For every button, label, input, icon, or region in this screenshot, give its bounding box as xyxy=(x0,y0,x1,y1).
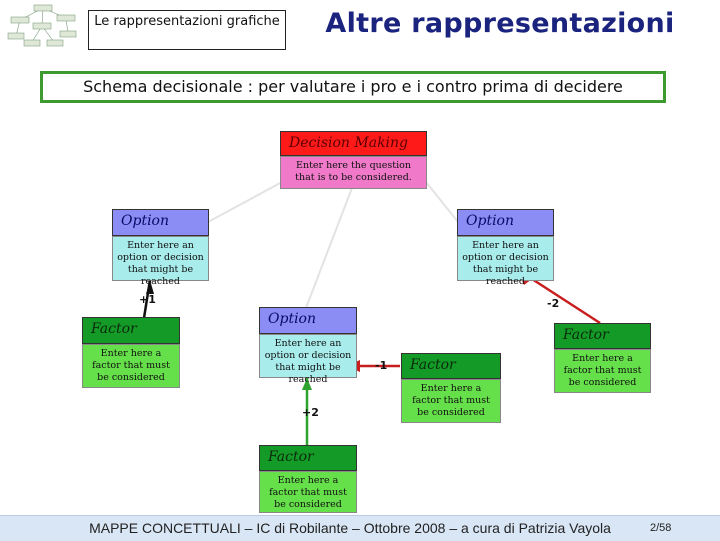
decision-node-body[interactable]: Enter here the question that is to be considered. xyxy=(280,156,427,189)
connector-option-right-factor xyxy=(532,279,600,323)
footer-text: MAPPE CONCETTUALI – IC di Robilante – Ottobre 2008 – a cura di Patrizia Vayola xyxy=(89,520,611,536)
option-center-body[interactable]: Enter here an option or decision that might be reached xyxy=(259,334,357,378)
slide-title: Altre rappresentazioni xyxy=(325,8,675,39)
subject-label: Le rappresentazioni grafiche xyxy=(88,10,286,50)
edge-label-left: +1 xyxy=(139,293,156,306)
connector-decision-option-center xyxy=(306,188,352,308)
page-number: 2/58 xyxy=(650,522,672,534)
edge-label-center-right: -1 xyxy=(375,359,388,372)
factor-center-title[interactable]: Factor xyxy=(401,353,501,379)
connector-decision-option-left xyxy=(208,182,282,222)
factor-bottom-title[interactable]: Factor xyxy=(259,445,357,471)
option-left-title[interactable]: Option xyxy=(112,209,209,236)
factor-left-title[interactable]: Factor xyxy=(82,317,180,344)
decision-node-title[interactable]: Decision Making xyxy=(280,131,427,156)
factor-center-body[interactable]: Enter here a factor that must be considered xyxy=(401,379,501,423)
factor-bottom-body[interactable]: Enter here a factor that must be considered xyxy=(259,471,357,513)
option-center-title[interactable]: Option xyxy=(259,307,357,334)
factor-right-title[interactable]: Factor xyxy=(554,323,651,349)
option-right-title[interactable]: Option xyxy=(457,209,554,236)
edge-label-center-down: +2 xyxy=(302,406,319,419)
factor-left-body[interactable]: Enter here a factor that must be considered xyxy=(82,344,180,388)
subtitle-banner: Schema decisionale : per valutare i pro e i contro prima di decidere xyxy=(40,71,666,103)
edge-label-right: -2 xyxy=(547,297,560,310)
option-right-body[interactable]: Enter here an option or decision that might be reached xyxy=(457,236,554,281)
factor-right-body[interactable]: Enter here a factor that must be considered xyxy=(554,349,651,393)
option-left-body[interactable]: Enter here an option or decision that might be reached xyxy=(112,236,209,281)
connector-decision-option-right xyxy=(426,182,458,222)
